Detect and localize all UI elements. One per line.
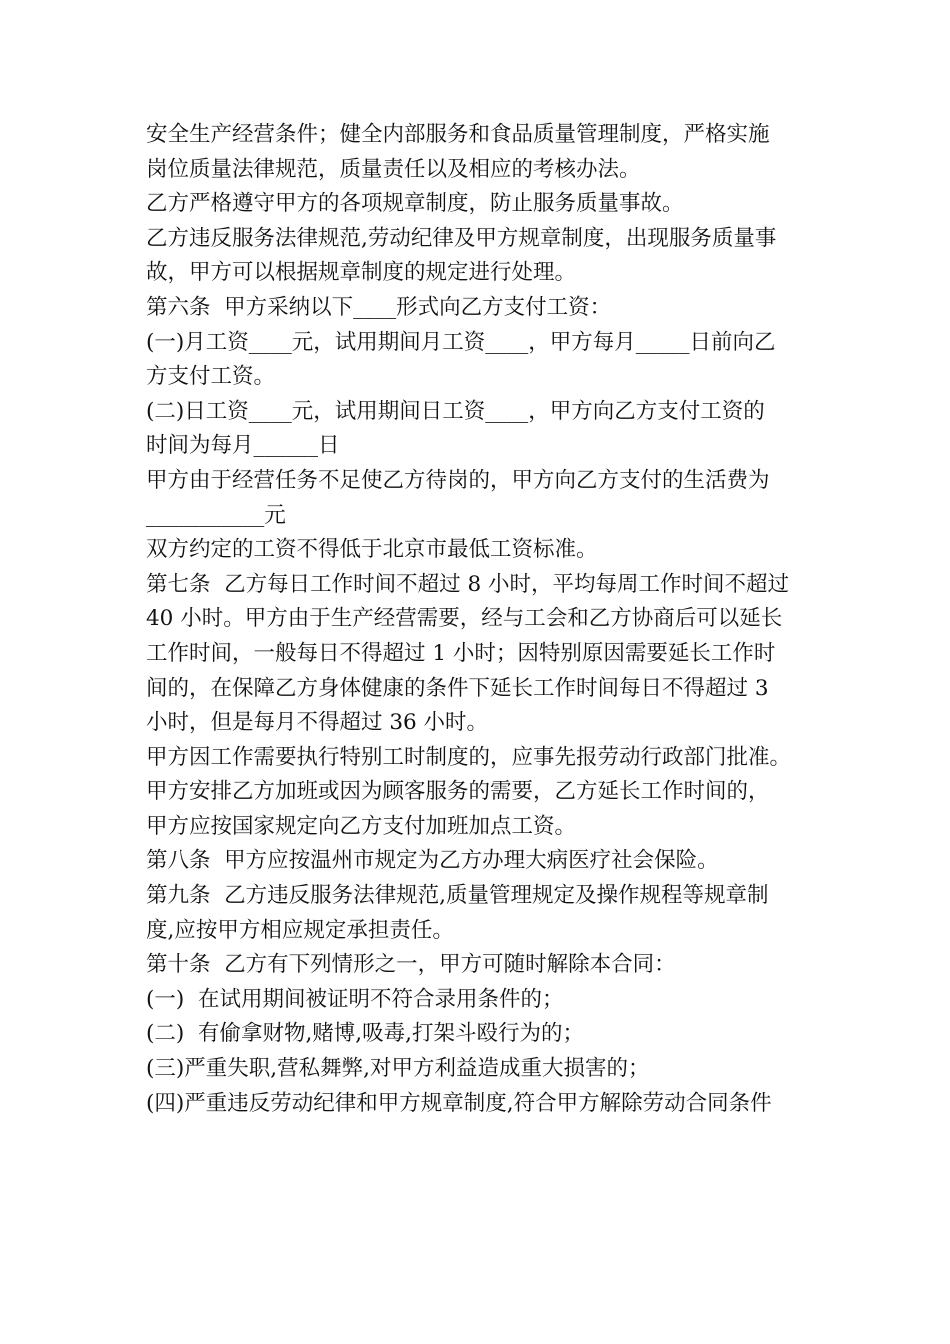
- text-line: 小时，但是每月不得超过 36 小时。: [146, 710, 489, 736]
- text-line: 方支付工资。: [146, 364, 276, 390]
- text-line: 时间为每月______日: [146, 433, 340, 459]
- text-line: (二)日工资____元，试用期间日工资____，甲方向乙方支付工资的: [146, 398, 765, 424]
- text-line: 安全生产经营条件；健全内部服务和食品质量管理制度，严格实施: [146, 122, 770, 147]
- article-six-heading: 第六条 甲方采纳以下____形式向乙方支付工资：: [146, 294, 612, 320]
- text-line: 度,应按甲方相应规定承担责任。: [146, 917, 454, 943]
- text-line: 40 小时。甲方由于生产经营需要，经与工会和乙方协商后可以延长: [146, 606, 783, 632]
- text-line: 甲方应按国家规定向乙方支付加班加点工资。: [146, 813, 577, 839]
- text-line: (一)月工资____元，试用期间月工资____，甲方每月_____日前向乙: [146, 329, 776, 355]
- list-item: (三)严重失职,营私舞弊,对甲方利益造成重大损害的；: [146, 1056, 650, 1082]
- text-line: ___________元: [146, 502, 286, 528]
- text-line: 间的，在保障乙方身体健康的条件下延长工作时间每日不得超过 3: [146, 675, 769, 701]
- article-seven-heading: 第七条 乙方每日工作时间不超过 8 小时，平均每周工作时间不超过: [146, 571, 790, 597]
- text-line: 甲方由于经营任务不足使乙方待岗的，甲方向乙方支付的生活费为: [146, 467, 770, 493]
- list-item: (二) 有偷拿财物,赌博,吸毒,打架斗殴行为的；: [146, 1021, 584, 1047]
- article-ten-heading: 第十条 乙方有下列情形之一，甲方可随时解除本合同：: [146, 952, 676, 978]
- text-line: 乙方严格遵守甲方的各项规章制度，防止服务质量事故。: [146, 191, 684, 217]
- text-line: 甲方安排乙方加班或因为顾客服务的需要，乙方延长工作时间的，: [146, 779, 770, 805]
- text-line: 乙方违反服务法律规范,劳动纪律及甲方规章制度，出现服务质量事: [146, 225, 777, 251]
- text-line: 工作时间，一般每日不得超过 1 小时；因特别原因需要延长工作时: [146, 640, 776, 666]
- list-item: (一) 在试用期间被证明不符合录用条件的；: [146, 986, 564, 1012]
- article-nine-heading: 第九条 乙方违反服务法律规范,质量管理规定及操作规程等规章制: [146, 883, 769, 909]
- article-eight-heading: 第八条 甲方应按温州市规定为乙方办理大病医疗社会保险。: [146, 848, 719, 874]
- list-item: (四)严重违反劳动纪律和甲方规章制度,符合甲方解除劳动合同条件: [146, 1090, 772, 1116]
- text-line: 甲方因工作需要执行特别工时制度的，应事先报劳动行政部门批准。: [146, 744, 792, 770]
- text-line: 故，甲方可以根据规章制度的规定进行处理。: [146, 260, 577, 286]
- text-line: 双方约定的工资不得低于北京市最低工资标准。: [146, 537, 598, 563]
- text-line: 岗位质量法律规范，质量责任以及相应的考核办法。: [146, 156, 641, 182]
- document-body: [146, 118, 811, 1121]
